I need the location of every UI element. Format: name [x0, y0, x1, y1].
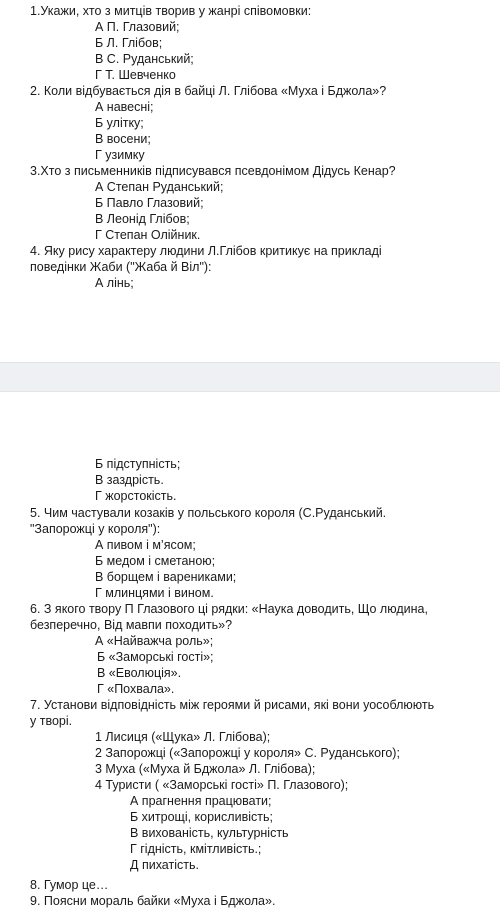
text-line: А Степан Руданський;	[95, 180, 224, 194]
text-line: 9. Поясни мораль байки «Муха і Бджола».	[30, 894, 276, 908]
text-line: поведінки Жаби ("Жаба й Віл"):	[30, 260, 212, 274]
text-line: 6. З якого твору П Глазового ці рядки: «Наука доводить, Що людина,	[30, 602, 428, 616]
text-line: В Леонід Глібов;	[95, 212, 190, 226]
text-line: 1 Лисиця («Щука» Л. Глібова);	[95, 730, 271, 744]
text-line: 3.Хто з письменників підписувався псевдонімом Дідусь Кенар?	[30, 164, 396, 178]
text-line: Г жорстокість.	[95, 489, 177, 503]
text-line: А навесні;	[95, 100, 154, 114]
text-line: Г гідність, кмітливість.;	[130, 842, 262, 856]
text-line: 1.Укажи, хто з митців творив у жанрі співомовки:	[30, 4, 312, 18]
text-line: А пивом і м’ясом;	[95, 538, 196, 552]
text-line: у творі.	[30, 714, 73, 728]
text-line: 7. Установи відповідність між героями й рисами, які вони уособлюють	[30, 698, 435, 712]
text-line: Б хитрощі, корисливість;	[130, 810, 273, 824]
text-line: В восени;	[95, 132, 151, 146]
text-line: 8. Гумор це…	[30, 878, 109, 892]
text-line: А П. Глазовий;	[95, 20, 180, 34]
text-line: 4. Яку рису характеру людини Л.Глібов критикує на прикладі	[30, 244, 382, 258]
text-line: Г млинцями і вином.	[95, 586, 214, 600]
text-line: А прагнення працювати;	[130, 794, 272, 808]
text-line: В вихованість, культурність	[130, 826, 289, 840]
text-line: Б медом і сметаною;	[95, 554, 216, 568]
text-line: В С. Руданський;	[95, 52, 194, 66]
text-line: Б підступність;	[95, 457, 181, 471]
text-line: А лінь;	[95, 276, 134, 290]
text-line: Б улітку;	[95, 116, 144, 130]
text-line: безперечно, Від мавпи походить»?	[30, 618, 233, 632]
text-line: 5. Чим частували козаків у польського короля (С.Руданський.	[30, 506, 387, 520]
text-line: 3 Муха («Муха й Бджола» Л. Глібова);	[95, 762, 316, 776]
text-line: 4 Туристи ( «Заморські гості» П. Глазового);	[95, 778, 349, 792]
text-line: Б Л. Глібов;	[95, 36, 163, 50]
text-line: Д пихатість.	[130, 858, 199, 872]
text-line: В «Еволюція».	[97, 666, 182, 680]
text-line: В борщем і варениками;	[95, 570, 237, 584]
page-separator	[0, 362, 500, 392]
text-line: "Запорожці у короля"):	[30, 522, 161, 536]
text-line: Г «Похвала».	[97, 682, 175, 696]
text-line: Г узимку	[95, 148, 145, 162]
text-line: 2. Коли відбувається дія в байці Л. Глібова «Муха і Бджола»?	[30, 84, 387, 98]
text-line: Г Степан Олійник.	[95, 228, 201, 242]
text-line: Г Т. Шевченко	[95, 68, 176, 82]
text-line: Б Павло Глазовий;	[95, 196, 204, 210]
text-line: В заздрість.	[95, 473, 164, 487]
text-line: А «Найважча роль»;	[95, 634, 214, 648]
text-line: 2 Запорожці («Запорожці у короля» С. Руданського);	[95, 746, 400, 760]
text-line: Б «Заморські гості»;	[97, 650, 214, 664]
